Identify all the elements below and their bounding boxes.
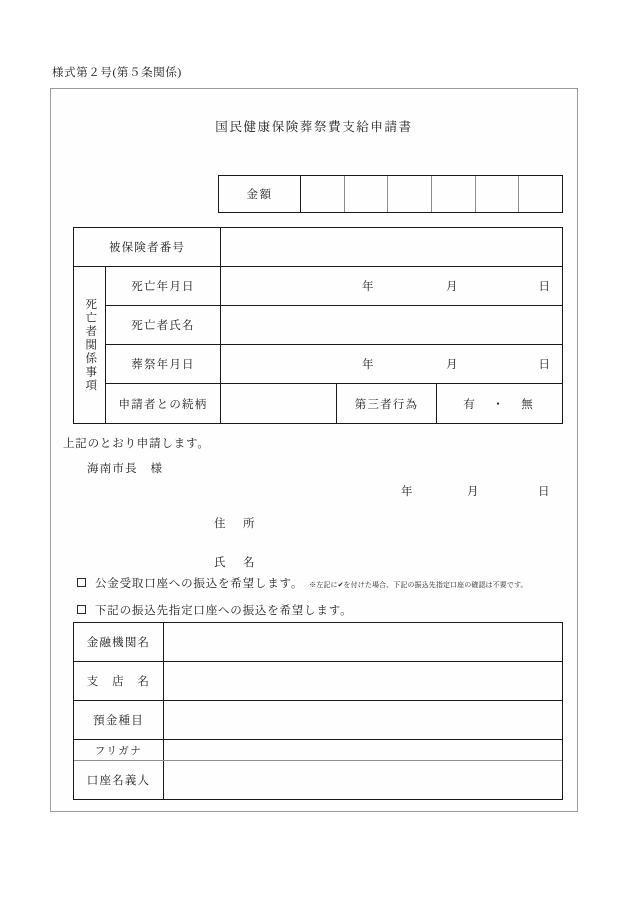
insured-number-input[interactable] xyxy=(221,228,562,266)
checkbox-option-designated-account[interactable] xyxy=(77,602,352,618)
table-row-relation xyxy=(106,384,562,423)
death-date-label: 死亡年月日 xyxy=(106,267,221,305)
branch-name-label: 支 店 名 xyxy=(74,662,164,700)
table-row-furigana xyxy=(74,740,562,761)
death-date-year-mark: 年 xyxy=(362,281,374,293)
relation-label: 申請者との続柄 xyxy=(106,384,221,423)
checkbox-note-public-account: ※左記に✔を付けた場合、下記の振込先指定口座の確認は不要です。 xyxy=(309,581,528,589)
table-row-insured-number xyxy=(74,228,562,267)
checkbox-label-public-account: 公金受取口座への振込を希望します。 xyxy=(95,578,304,590)
relation-input[interactable] xyxy=(221,384,337,423)
funeral-date-label: 葬祭年月日 xyxy=(106,345,221,383)
checkbox-option-public-account[interactable] xyxy=(77,575,528,591)
relation-value-area xyxy=(221,384,562,423)
deceased-group-label-text: 死亡者関係事項 xyxy=(84,297,97,393)
funeral-date-year-mark: 年 xyxy=(362,359,374,371)
checkbox-icon[interactable] xyxy=(77,605,86,614)
amount-digit-cell-3[interactable] xyxy=(388,176,432,212)
furigana-label: フリガナ xyxy=(74,740,164,760)
page-title: 国民健康保険葬祭費支給申請書 xyxy=(215,120,413,134)
addressee-line: 海南市長 様 xyxy=(87,463,164,475)
application-date-day-mark: 日 xyxy=(538,486,550,498)
application-date-year-mark: 年 xyxy=(401,486,413,498)
account-holder-input[interactable] xyxy=(164,761,562,799)
deceased-name-input[interactable] xyxy=(221,306,562,344)
death-date-input[interactable] xyxy=(221,267,562,305)
amount-digit-cell-6[interactable] xyxy=(519,176,562,212)
checkbox-label-designated-account: 下記の振込先指定口座への振込を希望します。 xyxy=(95,605,353,617)
deceased-name-label: 死亡者氏名 xyxy=(106,306,221,344)
table-row-account-holder xyxy=(74,761,562,800)
applicant-address-label: 住 所 xyxy=(214,518,258,530)
deceased-info-group xyxy=(74,267,562,424)
table-row-deposit-type xyxy=(74,701,562,740)
table-row-deceased-name xyxy=(106,306,562,345)
bank-name-input[interactable] xyxy=(164,623,562,661)
amount-table xyxy=(218,175,563,213)
application-date-month-mark: 月 xyxy=(467,486,479,498)
table-row-bank-name xyxy=(74,623,562,662)
third-party-label: 第三者行為 xyxy=(337,384,437,423)
third-party-choice[interactable]: 有 ・ 無 xyxy=(463,398,536,411)
amount-digit-cell-2[interactable] xyxy=(345,176,389,212)
checkbox-icon[interactable] xyxy=(77,578,86,587)
amount-label: 金額 xyxy=(219,176,301,212)
bank-account-table xyxy=(73,622,563,800)
funeral-date-marks xyxy=(221,345,562,383)
deposit-type-label: 預金種目 xyxy=(74,701,164,739)
amount-digit-cell-4[interactable] xyxy=(432,176,476,212)
death-date-day-mark: 日 xyxy=(538,281,550,293)
table-row-death-date xyxy=(106,267,562,306)
branch-name-input[interactable] xyxy=(164,662,562,700)
amount-digit-cell-5[interactable] xyxy=(476,176,520,212)
applicant-name-label: 氏 名 xyxy=(214,557,258,569)
bank-name-label: 金融機関名 xyxy=(74,623,164,661)
funeral-date-input[interactable] xyxy=(221,345,562,383)
furigana-input[interactable] xyxy=(164,740,562,760)
deposit-type-input[interactable] xyxy=(164,701,562,739)
declaration-statement: 上記のとおり申請します。 xyxy=(63,438,210,450)
deceased-info-table xyxy=(73,227,563,424)
table-row-branch-name xyxy=(74,662,562,701)
table-row-funeral-date xyxy=(106,345,562,384)
form-number-heading: 様式第２号(第５条関係) xyxy=(52,67,182,79)
account-holder-label: 口座名義人 xyxy=(74,761,164,799)
amount-digit-cell-1[interactable] xyxy=(301,176,345,212)
death-date-month-mark: 月 xyxy=(446,281,458,293)
form-page-frame xyxy=(50,88,578,812)
insured-number-label: 被保険者番号 xyxy=(74,228,221,266)
death-date-marks xyxy=(221,267,562,305)
funeral-date-month-mark: 月 xyxy=(446,359,458,371)
deceased-group-vertical-label xyxy=(74,267,106,423)
funeral-date-day-mark: 日 xyxy=(538,359,550,371)
